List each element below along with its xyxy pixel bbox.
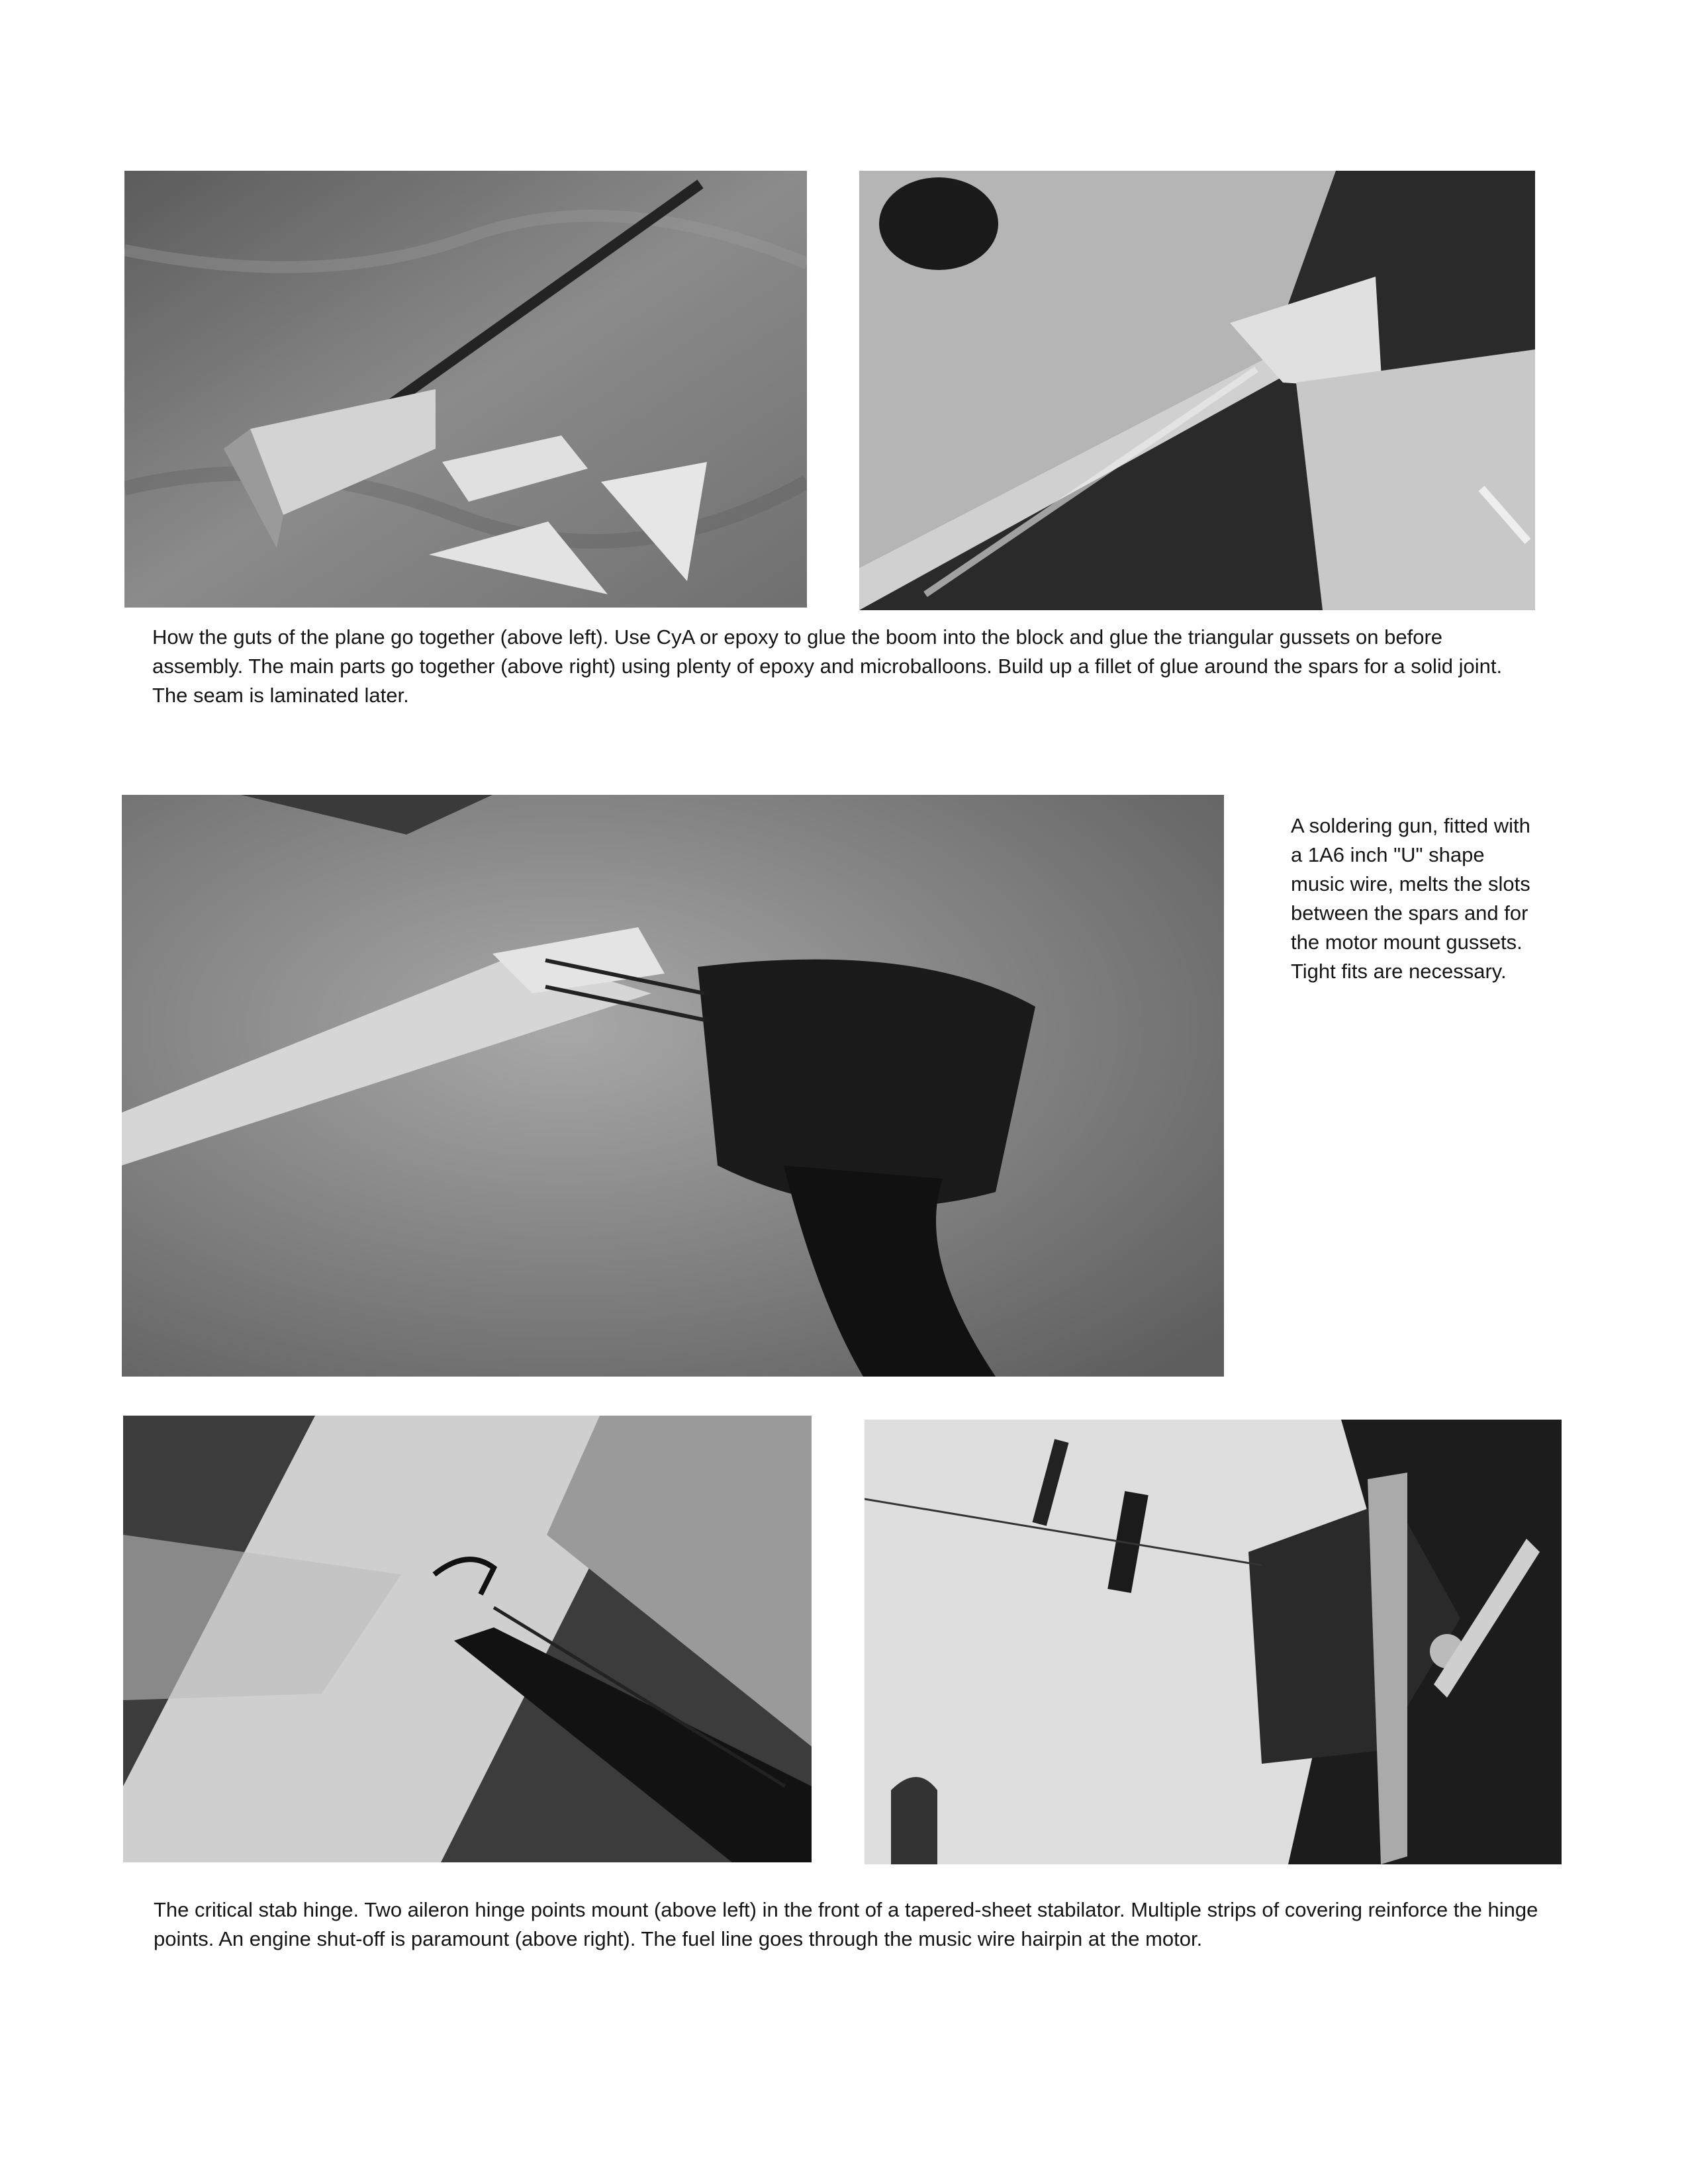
- photo-stab-hinge: [123, 1416, 812, 1862]
- photo-engine-shutoff: [865, 1420, 1562, 1864]
- photo-soldering-gun: [122, 795, 1224, 1377]
- photo-main-parts-joined: [859, 171, 1535, 610]
- caption-stab-hinge-engine: The critical stab hinge. Two aileron hinge points mount (above left) in the front of a tapered-sheet stabilator. Multiple strips of covering reinforce the hinge points. An engine shut-off is paramount (above right). The fuel line goes through the music wire hairpin at the motor.: [154, 1898, 1544, 1950]
- caption-parts-assembly: How the guts of the plane go together (above left). Use CyA or epoxy to glue the boom into the block and glue the triangular gussets on before assembly. The main parts go together (above right) using plenty of epoxy and microballoons. Build up a fillet of glue around the spars for a solid joint. The seam is laminated later.: [152, 625, 1508, 707]
- caption-soldering-gun: A soldering gun, fitted with a 1A6 inch "U" shape music wire, melts the slots between the spars and for the motor mount gussets. Tight fits are necessary.: [1291, 814, 1536, 983]
- photo-parts-assembly: [124, 171, 807, 608]
